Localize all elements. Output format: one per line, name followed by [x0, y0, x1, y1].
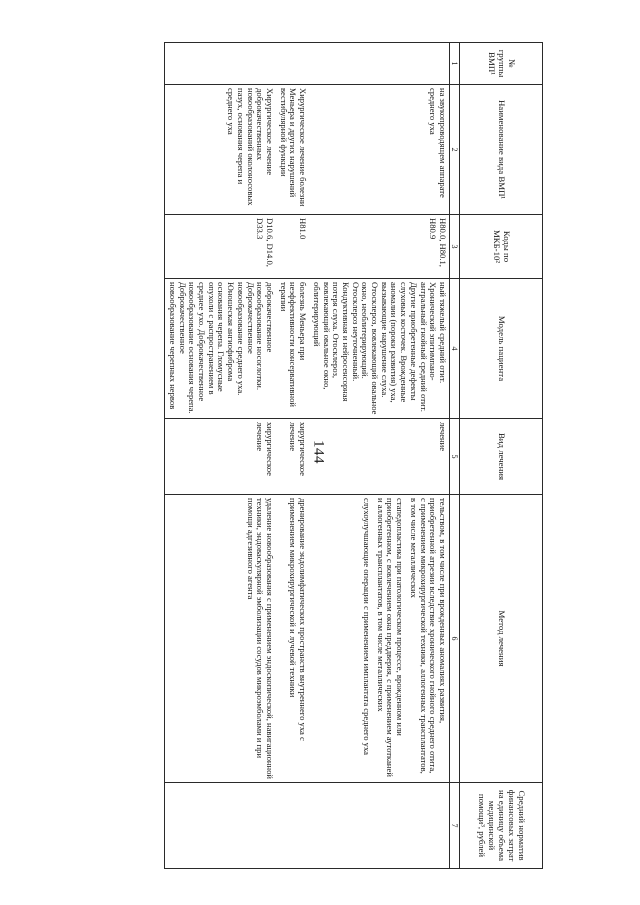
column-number: 1 [449, 43, 459, 85]
header-treatment-type: Вид лечения [460, 419, 543, 495]
vmp-name-cell: Хирургическое лечение доброкачественных новообразований околоносовых пазух, основания черепа и среднего уха [165, 85, 276, 215]
header-vmp-name: Наименование вида ВМП¹ [460, 85, 543, 215]
group-cell [165, 43, 276, 85]
treatment-method-cell: дренирование эндолимфатических пространств внутреннего уха с применением микрохирургической и лучевой техники [276, 495, 309, 783]
column-number: 2 [449, 85, 459, 215]
treatment-type-cell: хирургическое лечение [165, 419, 276, 495]
header-group-number: № группы ВМП¹ [460, 43, 543, 85]
group-cell [309, 43, 449, 85]
table-sheet [72, 42, 543, 868]
treatment-method-cell [309, 495, 449, 783]
icd-codes-cell: H81.0 [276, 215, 309, 279]
financial-norm-cell [309, 783, 449, 869]
method-text: тельством, в том числе при врожденных аномалиях развития, приобретенной атрезии вследствие хронического гнойного среднего отита, с применением микрохирургической техники, аллогенных трансплантатов, в том числе металлических [408, 498, 448, 774]
rotated-page-area [72, 42, 543, 868]
header-icd-codes: Коды по МКБ-10² [460, 215, 543, 279]
column-number-row [449, 43, 459, 869]
vmp-name-cell: на звукопроводящем аппарате среднего уха [309, 85, 449, 215]
method-text: стапедопластика при патологическом процессе, врожденном или приобретенном, с вовлечением окна преддверия, с применением аутотканей и аллогенных трансплантатов, в том числе металлических [375, 498, 406, 777]
column-number: 5 [449, 419, 459, 495]
header-treatment-method: Метод лечения [460, 495, 543, 783]
financial-norm-cell [165, 783, 276, 869]
column-number: 7 [449, 783, 459, 869]
table-row [276, 43, 309, 869]
header-row [460, 43, 543, 869]
column-number: 6 [449, 495, 459, 783]
financial-norm-cell [276, 783, 309, 869]
method-text: слухоулучшающие операции с применением имплантата среднего уха [362, 498, 373, 755]
column-number: 4 [449, 279, 459, 419]
patient-model-cell: болезнь Меньера при неэффективности консервативной терапии [276, 279, 309, 419]
header-financial-norm: Средний норматив финансовых затрат на единицу объема медицинской помощи³, рублей [460, 783, 543, 869]
patient-model-cell: доброкачественное новообразование носоглотки. Доброкачественное новообразование среднего уха. Юношеская ангиофиброма основания черепа. Гломусные опухоли с распространением в среднее ухо. Доброкачественное новообразование основания черепа. Доброкачественное новообразование черепных нервов [165, 279, 276, 419]
header-patient-model: Модель пациента [460, 279, 543, 419]
table-row [309, 43, 449, 869]
group-cell [276, 43, 309, 85]
patient-model-cell: ный тяжелый средний отит. Хронический эпитимпано-антральный гнойный средний отит. Другие приобретенные дефекты слуховых косточек. Врожденные аномалии (пороки развития) уха, вызывающие нарушение слуха. Отосклероз, вовлекающий овальное окно, необлитерирующий. Отосклероз неуточненный. Кондуктивная и нейросенсорная потеря слуха. Отосклероз, вовлекающий овальное окно, облитерирующий [309, 279, 449, 419]
column-number: 3 [449, 215, 459, 279]
table-row [165, 43, 276, 869]
vmp-name-cell: Хирургическое лечение болезни Меньера и других нарушений вестибулярной функции [276, 85, 309, 215]
icd-codes-cell: H80.0, H80.1, H80.9 [309, 215, 449, 279]
icd-codes-cell: D10.6, D14.0, D33.3 [165, 215, 276, 279]
treatment-method-cell: удаление новообразования с применением эндоскопической, навигационной техники, эндоваскулярной эмболизации сосудов микроэмболами и при помощи адгезивного агента [165, 495, 276, 783]
treatment-type-cell: хирургическое лечение [276, 419, 309, 495]
treatment-type-cell: лечение [309, 419, 449, 495]
vmp-table [164, 42, 543, 869]
page-number: 144 [310, 440, 327, 464]
